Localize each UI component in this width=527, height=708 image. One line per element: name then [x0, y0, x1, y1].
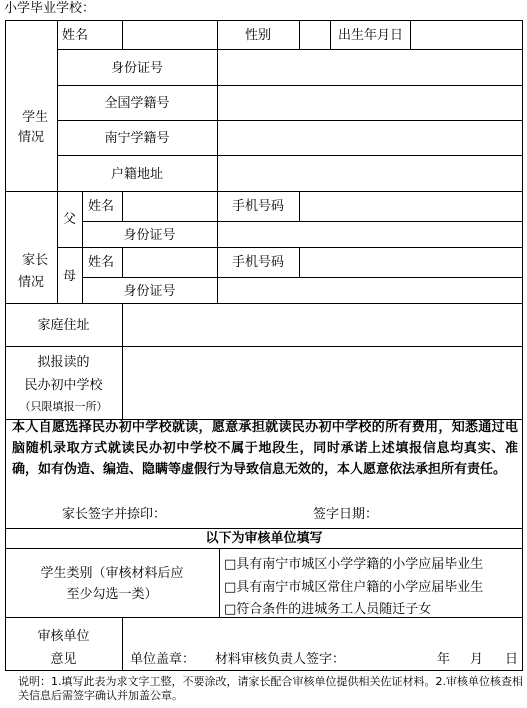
category-label-line2: 至少勾选一类） — [66, 587, 158, 602]
footer-note: 说明：1.填写此表为求文字工整，不要涂改，请家长配合审核单位提供相关佐证材料。2.审核单位核查相关信息后需签字确认并加盖公章。 — [18, 675, 523, 702]
declaration-text: 本人自愿选择民办初中学校就读，愿意承担就读民办初中学校的所有费用，知悉通过电脑随机录取方式就读民办初中学校不属于地段生，同时承诺上述填报信息均真实、准确，如有伪造、编造、隐瞒等虚假行为导致信息无效的，本人愿意依法承担所有责任。 — [12, 420, 518, 477]
review-opinion-line2: 意见 — [50, 652, 77, 667]
review-header: 以下为审核单位填写 — [205, 531, 323, 546]
student-section-label: 学生 情况 — [17, 110, 49, 145]
father-id-label: 身份证号 — [123, 228, 176, 243]
mother-label: 母 — [63, 269, 77, 284]
father-label: 父 — [63, 212, 77, 227]
student-id-field[interactable] — [218, 50, 521, 84]
nanning-no-field[interactable] — [218, 121, 521, 154]
nanning-no-label: 南宁学籍号 — [104, 131, 170, 146]
hukou-field[interactable] — [218, 156, 521, 190]
father-id-field[interactable] — [218, 222, 521, 246]
review-opinion-line1: 审核单位 — [37, 629, 90, 644]
father-name-label: 姓名 — [88, 199, 115, 214]
parent-signature-label: 家长签字并捺印： — [62, 507, 167, 522]
sign-date-label: 签字日期： — [313, 507, 379, 522]
mother-phone-field[interactable] — [300, 248, 521, 276]
home-address-field[interactable] — [123, 304, 521, 345]
unit-stamp-label: 单位盖章： — [130, 652, 196, 667]
school-choice-line2: 民办初中学校 — [24, 378, 103, 393]
school-choice-field[interactable] — [123, 347, 521, 418]
student-birth-field[interactable] — [411, 21, 521, 49]
home-address-label: 家庭住址 — [37, 318, 90, 333]
national-no-field[interactable] — [218, 86, 521, 119]
hukou-label: 户籍地址 — [110, 167, 163, 182]
student-birth-label: 出生年月日 — [338, 28, 404, 43]
father-phone-label: 手机号码 — [232, 199, 285, 214]
student-name-field[interactable] — [123, 21, 216, 49]
review-year-label: 年 — [437, 652, 451, 667]
mother-id-field[interactable] — [218, 278, 521, 302]
school-choice-line3: （只限填报一所） — [19, 400, 108, 413]
school-label: 小学毕业学校： — [4, 1, 96, 16]
category-option-hukou[interactable]: □具有南宁市城区常住户籍的小学应届毕业生 — [224, 580, 484, 595]
category-option-migrant[interactable]: □符合条件的进城务工人员随迁子女 — [224, 602, 432, 617]
student-id-label: 身份证号 — [110, 61, 163, 76]
mother-name-field[interactable] — [123, 248, 216, 276]
student-gender-field[interactable] — [300, 21, 329, 49]
school-choice-line1: 拟报读的 — [37, 355, 90, 370]
parent-section-label: 家长 情况 — [17, 253, 49, 290]
category-option-school-roll[interactable]: □具有南宁市城区小学学籍的小学应届毕业生 — [224, 557, 484, 572]
father-name-field[interactable] — [123, 192, 216, 220]
mother-phone-label: 手机号码 — [232, 255, 285, 270]
mother-id-label: 身份证号 — [123, 284, 176, 299]
reviewer-signature-label: 材料审核负责人签字： — [215, 652, 346, 667]
student-gender-label: 性别 — [245, 28, 272, 43]
category-label-line1: 学生类别（审核材料后应 — [40, 566, 184, 581]
father-phone-field[interactable] — [300, 192, 521, 220]
student-name-label: 姓名 — [62, 28, 89, 43]
mother-name-label: 姓名 — [88, 255, 115, 270]
national-no-label: 全国学籍号 — [104, 96, 170, 111]
review-month-label: 月 — [470, 652, 484, 667]
review-day-label: 日 — [505, 652, 519, 667]
